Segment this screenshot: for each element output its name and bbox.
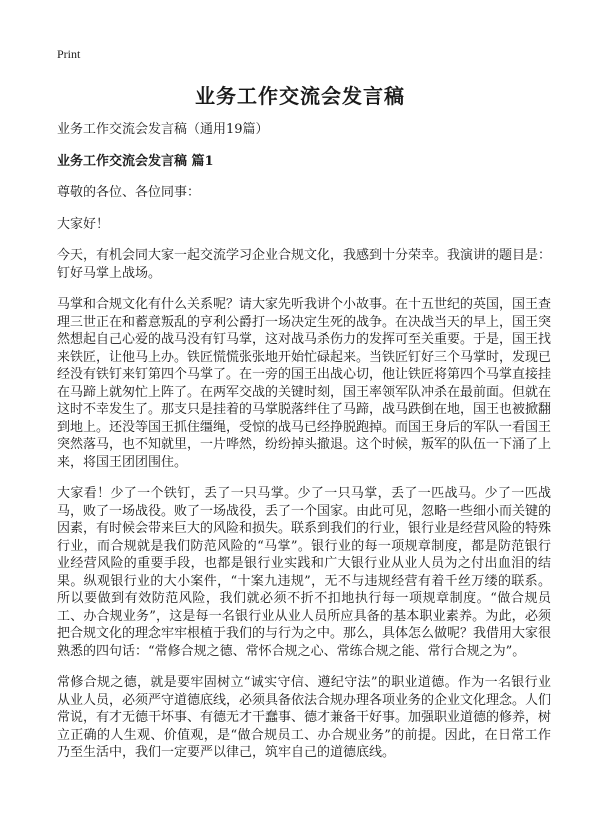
body-paragraph: 今天，有机会同大家一起交流学习企业合规文化，我感到十分荣幸。我演讲的题目是：钉好马掌上战场。 bbox=[57, 248, 552, 281]
document-subtitle: 业务工作交流会发言稿（通用19篇） bbox=[57, 122, 269, 137]
greeting-line: 尊敬的各位、各位同事： bbox=[57, 185, 201, 200]
body-paragraph: 常修合规之德，就是要牢固树立“诚实守信、遵纪守法”的职业道德。作为一名银行业从业人员，必须严守道德底线，必须具备依法合规办理各项业务的企业文化理念。人们常说，有才无德干坏事、有德无才干蠢事、德才兼备干好事。加强职业道德的修养，树立正确的人生观、价值观，是“做合规员工、办合规业务”的前提。因此，在日常工作乃至生活中，我们一定要严以律己，筑牢自己的道德底线。 bbox=[57, 675, 552, 760]
document-title: 业务工作交流会发言稿 bbox=[195, 84, 405, 108]
section-heading: 业务工作交流会发言稿 篇1 bbox=[57, 153, 214, 169]
greeting-line: 大家好！ bbox=[57, 216, 110, 232]
document-body bbox=[57, 121, 551, 776]
body-paragraph: 马掌和合规文化有什么关系呢？请大家先听我讲个小故事。在十五世纪的英国，国王查理三世正在和蓄意叛乱的亨利公爵打一场决定生死的战争。在决战当天的早上，国王突然想起自己心爱的战马没有钉马掌，这对战马杀伤力的发挥可至关重要。于是，国王找来铁匠，让他马上办。铁匠慌慌张张地开始忙碌起来。当铁匠钉好三个马掌时，发现已经没有铁钉来钉第四个马掌了。在一旁的国王出战心切，他让铁匠将第四个马掌直接挂在马蹄上就匆忙上阵了。在两军交战的关键时刻，国王率领军队冲杀在最前面。但就在这时不幸发生了。那支只是挂着的马掌脱落绊住了马蹄，战马跌倒在地，国王也被掀翻到地上。还没等国王抓住缰绳，受惊的战马已经挣脱跑掉。而国王身后的军队一看国王突然落马，也不知就里，一片哗然，纷纷掉头撤退。这个时候，叛军的队伍一下涌了上来，将国王团团围住。 bbox=[57, 297, 552, 470]
body-paragraph: 大家看！少了一个铁钉，丢了一只马掌。少了一只马掌，丢了一匹战马。少了一匹战马，败了一场战役。败了一场战役，丢了一个国家。由此可见，忽略一些细小而关键的因素，有时候会带来巨大的风险和损失。联系到我们的行业，银行业是经营风险的特殊行业，而合规就是我们防范风险的“马掌”。银行业的每一项规章制度，都是防范银行业经营风险的重要手段，也都是银行业实践和广大银行业从业人员为之付出血泪的结果。纵观银行业的大小案件，“十案九违规”，无不与违规经营有着千丝万缕的联系。所以要做到有效防范风险，我们就必须不折不扣地执行每一项规章制度。“做合规员工、办合规业务”，这是每一名银行业从业人员所应具备的基本职业素养。为此，必须把合规文化的理念牢牢根植于我们的与行为之中。那么，具体怎么做呢？我借用大家很熟悉的四句话：“常修合规之德、常怀合规之心、常练合规之能、常行合规之为”。 bbox=[57, 486, 552, 659]
print-link[interactable]: Print bbox=[57, 47, 81, 61]
